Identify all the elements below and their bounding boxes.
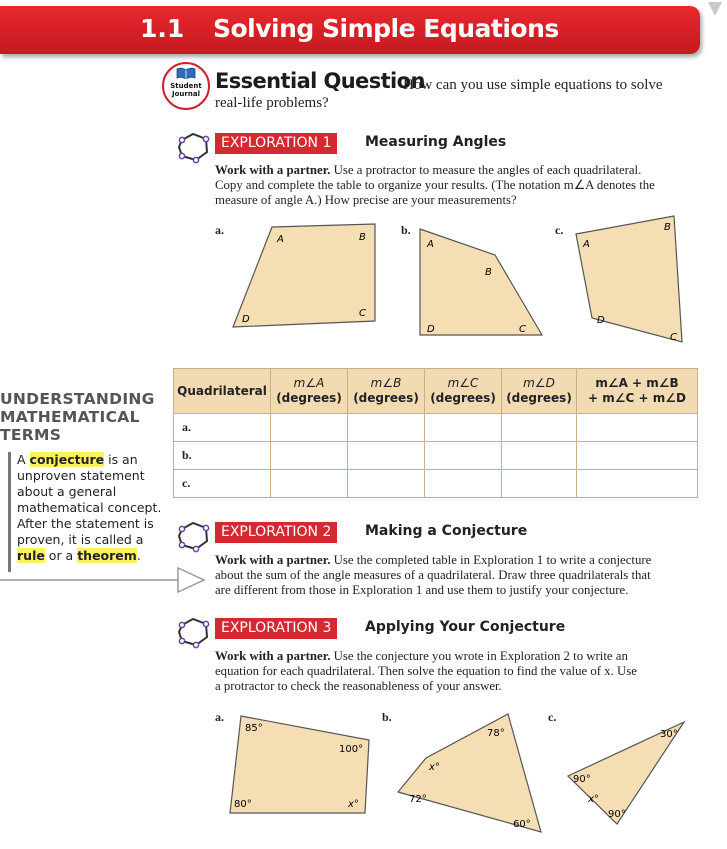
sidebar-heading-line-2: MATHEMATICAL <box>0 408 140 426</box>
column-header-angle-sum: m∠A + m∠B + m∠C + m∠D <box>577 369 698 414</box>
essential-question-text-1: How can you use simple equations to solve <box>403 77 663 93</box>
exploration-3-title: Applying Your Conjecture <box>365 619 566 635</box>
sidebar-rule <box>8 452 11 572</box>
exploration-1-instructions <box>215 163 695 208</box>
angle-label: 90° <box>608 809 626 820</box>
exploration-1-line-2: Copy and complete the table to organize your results. (The notation m∠A denotes the <box>215 178 655 192</box>
table-cell[interactable] <box>425 414 502 442</box>
column-header-angle-c: m∠C (degrees) <box>425 369 502 414</box>
exploration-2-line-1: Use the completed table in Exploration 1 to write a conjecture <box>330 553 652 567</box>
table-cell[interactable] <box>502 470 577 498</box>
quadrilateral-3a <box>225 712 380 817</box>
exploration-1-label: EXPLORATION 1 <box>215 133 337 154</box>
row-label: b. <box>174 442 271 470</box>
exploration-3-line-2: equation for each quadrilateral. Then solve the equation to find the value of x. Use <box>215 664 637 678</box>
table-cell[interactable] <box>271 442 348 470</box>
exploration-3-part-b: b. <box>382 710 392 724</box>
quadrilateral-3b <box>393 708 553 838</box>
angle-label: 85° <box>245 723 263 734</box>
sidebar-definition <box>17 452 172 564</box>
term-conjecture: conjecture <box>29 452 105 467</box>
vertex-label: B <box>359 232 366 243</box>
exploration-2-line-2: about the sum of the angle measures of a quadrilateral. Draw three quadrilaterals that <box>215 568 651 582</box>
table-cell[interactable] <box>502 414 577 442</box>
angle-label: 72° <box>409 794 427 805</box>
vertex-label: C <box>519 324 526 335</box>
angle-label: 80° <box>234 799 252 810</box>
table-cell[interactable] <box>577 470 698 498</box>
exploration-3-part-c: c. <box>548 710 557 724</box>
exploration-2-instructions <box>215 553 695 598</box>
table-row <box>174 470 698 498</box>
exploration-1-lead: Work with a partner. <box>215 163 331 177</box>
exploration-3-line-1: Use the conjecture you wrote in Exploration 2 to write an <box>330 649 628 663</box>
sidebar-heading-line-3: TERMS <box>0 426 62 444</box>
quadrilateral-1c <box>570 210 690 350</box>
table-cell[interactable] <box>502 442 577 470</box>
exploration-3-icon <box>176 615 210 649</box>
exploration-1-part-a: a. <box>215 223 224 237</box>
open-book-icon <box>176 67 196 79</box>
vertex-label: D <box>427 324 435 335</box>
exploration-2-lead: Work with a partner. <box>215 553 331 567</box>
table-cell[interactable] <box>271 470 348 498</box>
sidebar-heading-line-1: UNDERSTANDING <box>0 390 155 408</box>
vertex-label: C <box>670 332 677 343</box>
table-cell[interactable] <box>348 414 425 442</box>
section-banner <box>0 0 712 58</box>
quadrilateral-3c <box>560 718 690 828</box>
vertex-label: A <box>583 239 590 250</box>
sidebar-text-2: is an unproven statement about a general mathematical concept. After the statement is proven, it is called a <box>17 452 162 547</box>
angle-label: 30° <box>660 729 678 740</box>
section-title: Solving Simple Equations <box>213 14 559 43</box>
column-header-quadrilateral: Quadrilateral <box>174 369 271 414</box>
table-cell[interactable] <box>577 414 698 442</box>
sidebar-text-3: or a <box>44 548 78 563</box>
exploration-3-line-3: a protractor to check the reasonableness of your answer. <box>215 679 502 693</box>
quadrilateral-1b <box>415 225 550 340</box>
table-cell[interactable] <box>425 470 502 498</box>
vertex-label: D <box>597 315 605 326</box>
table-cell[interactable] <box>425 442 502 470</box>
exploration-3-label: EXPLORATION 3 <box>215 618 337 639</box>
exploration-2-label: EXPLORATION 2 <box>215 522 337 543</box>
exploration-1-line-1: Use a protractor to measure the angles of each quadrilateral. <box>330 163 642 177</box>
exploration-1-line-3: measure of angle A.) How precise are your measurements? <box>215 193 517 207</box>
exploration-1-part-b: b. <box>401 223 411 237</box>
sidebar-text-1: A <box>17 452 30 467</box>
exploration-2-icon <box>176 519 210 553</box>
angle-label: 78° <box>487 728 505 739</box>
sidebar-pointer-arrow-icon <box>0 560 210 600</box>
exploration-3-lead: Work with a partner. <box>215 649 331 663</box>
angle-label: 90° <box>573 774 591 785</box>
essential-question-heading: Essential Question <box>215 69 425 93</box>
quadrilateral-1a <box>225 220 385 335</box>
table-cell[interactable] <box>577 442 698 470</box>
table-cell[interactable] <box>271 414 348 442</box>
angle-label: 100° <box>339 744 364 755</box>
vertex-label: B <box>485 267 492 278</box>
exploration-2-line-3: are different from those in Exploration 1 and use them to justify your conjecture. <box>215 583 629 597</box>
essential-question-text-2: real-life problems? <box>215 95 329 111</box>
exploration-3-part-a: a. <box>215 710 224 724</box>
angle-label: x° <box>348 799 359 810</box>
section-number: 1.1 <box>140 14 185 43</box>
vertex-label: B <box>664 222 671 233</box>
exploration-1-part-c: c. <box>555 223 564 237</box>
page-corner-arrow-icon <box>708 2 722 16</box>
vertex-label: A <box>277 234 284 245</box>
student-journal-label <box>165 82 207 98</box>
sidebar-heading <box>0 390 170 444</box>
vertex-label: A <box>427 239 434 250</box>
vertex-label: C <box>359 308 366 319</box>
row-label: c. <box>174 470 271 498</box>
table-cell[interactable] <box>348 470 425 498</box>
exploration-3-instructions <box>215 649 695 694</box>
student-journal-line1: Student <box>170 82 202 90</box>
exploration-2-title: Making a Conjecture <box>365 523 528 539</box>
table-cell[interactable] <box>348 442 425 470</box>
column-header-angle-a: m∠A (degrees) <box>271 369 348 414</box>
table-header-row <box>174 369 698 414</box>
exploration-1-icon <box>176 130 210 164</box>
results-table <box>173 368 698 498</box>
table-row <box>174 414 698 442</box>
student-journal-line2: Journal <box>172 90 200 98</box>
exploration-1-title: Measuring Angles <box>365 134 507 150</box>
angle-label: x° <box>429 762 440 773</box>
table-row <box>174 442 698 470</box>
column-header-angle-b: m∠B (degrees) <box>348 369 425 414</box>
sidebar-text-4: . <box>136 548 141 563</box>
column-header-angle-d: m∠D (degrees) <box>502 369 577 414</box>
angle-label: 60° <box>513 819 531 830</box>
term-theorem: theorem <box>77 548 137 563</box>
vertex-label: D <box>242 314 250 325</box>
angle-label: x° <box>588 794 599 805</box>
term-rule: rule <box>17 548 45 563</box>
row-label: a. <box>174 414 271 442</box>
